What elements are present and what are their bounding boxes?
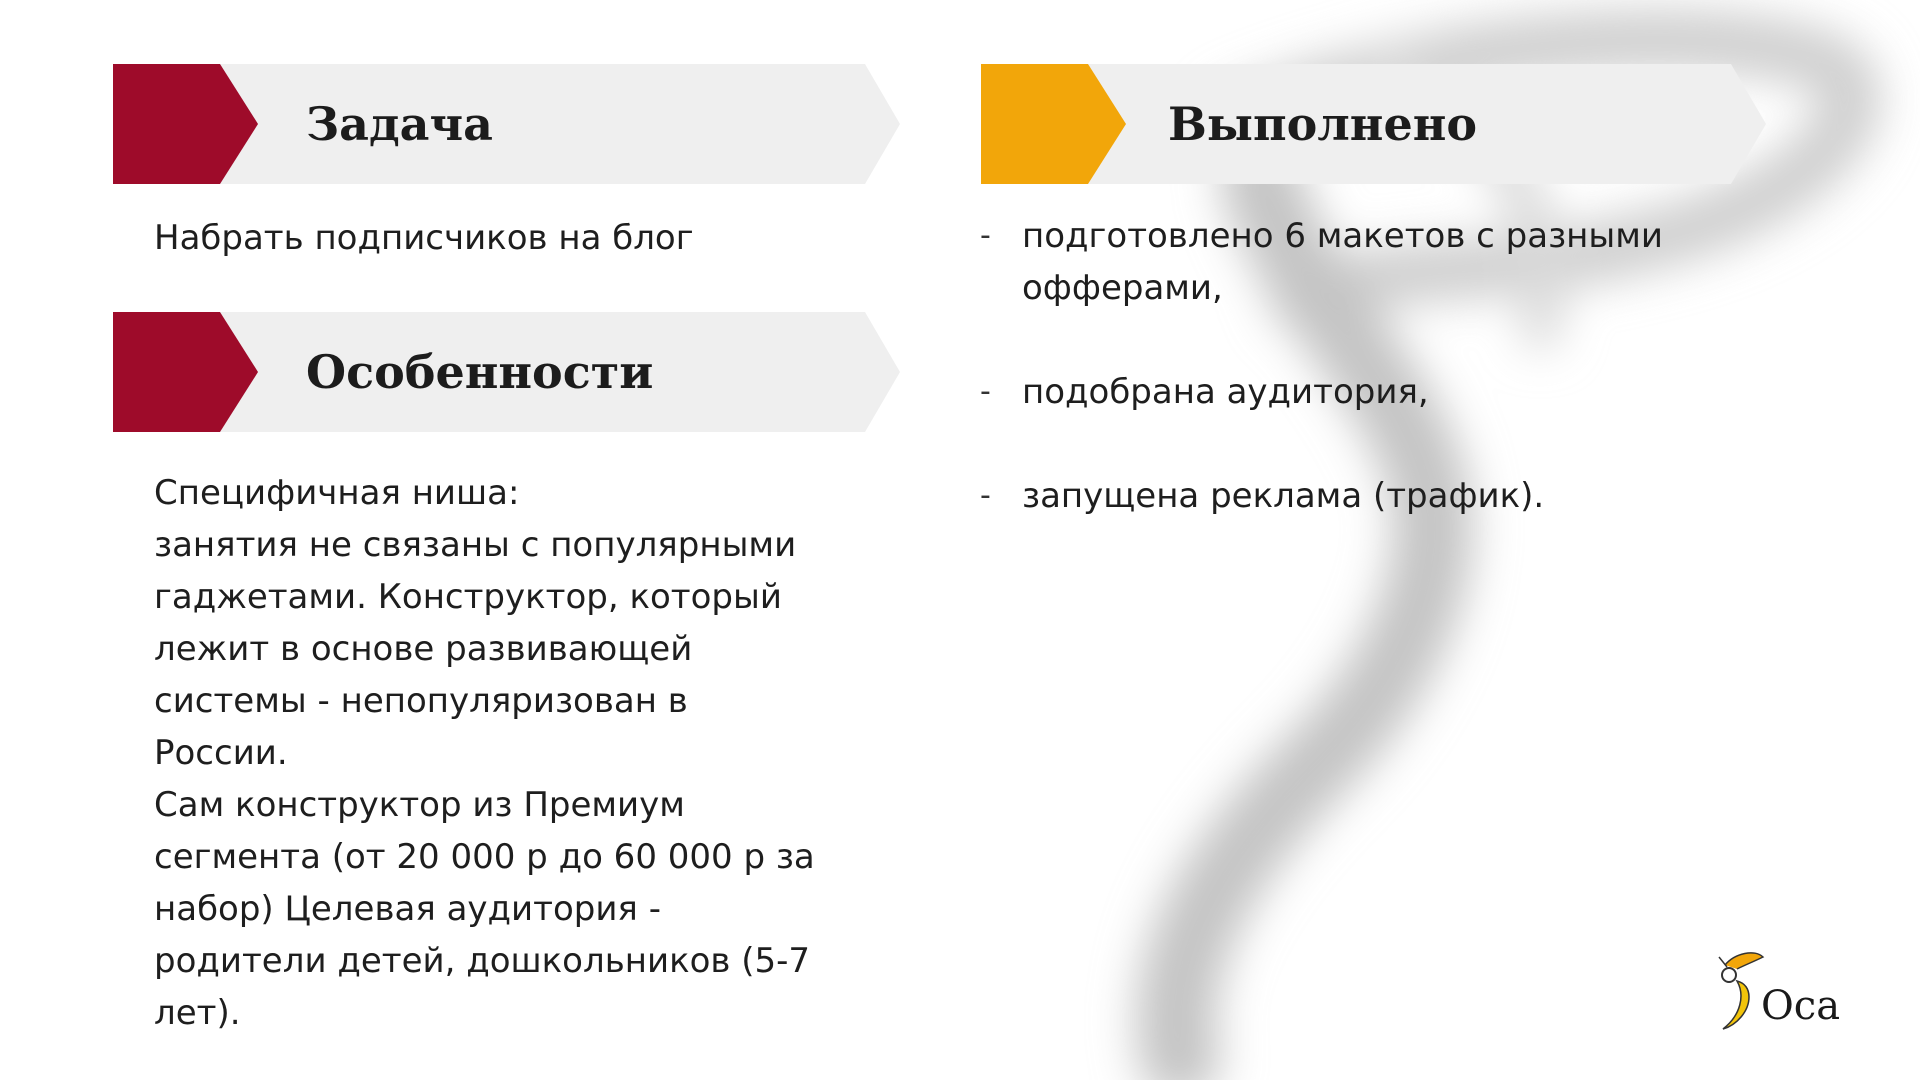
features-text-line: Специфичная ниша: [154,473,520,513]
task-text [154,212,694,264]
task-header [113,64,900,184]
done-item-line: подобрана аудитория, [1022,372,1429,412]
features-text-line: набор) Целевая аудитория - [154,889,661,929]
dash-bullet: - [980,218,991,253]
done-item-line: запущена реклама (трафик). [1022,476,1545,516]
task-header-band [113,64,900,184]
done-item-line: офферами, [1022,268,1223,308]
features-title: Особенности [306,345,654,399]
features-text-line: родители детей, дошкольников (5-7 [154,941,811,981]
dash-bullet: - [980,478,991,513]
features-text-line: занятия не связаны с популярными [154,525,797,565]
dash-bullet: - [980,374,991,409]
wasp-icon [1715,945,1765,1035]
done-title: Выполнено [1168,97,1478,151]
features-text-line: лет). [154,993,241,1033]
features-text-line: системы - непопуляризован в [154,681,688,721]
features-text-line: сегмента (от 20 000 р до 60 000 р за [154,837,815,877]
features-text-line: Сам конструктор из Премиум [154,785,685,825]
features-text [154,467,815,1039]
logo-word: Оса [1761,983,1841,1029]
logo [1715,945,1845,1035]
features-text-line: России. [154,733,288,773]
features-header [113,312,900,432]
task-title: Задача [306,97,493,151]
features-text-line: лежит в основе развивающей [154,629,693,669]
features-text-line: гаджетами. Конструктор, который [154,577,782,617]
done-header [981,64,1766,184]
done-item-line: подготовлено 6 макетов с разными [1022,216,1663,256]
task-text-line: Набрать подписчиков на блог [154,218,694,258]
